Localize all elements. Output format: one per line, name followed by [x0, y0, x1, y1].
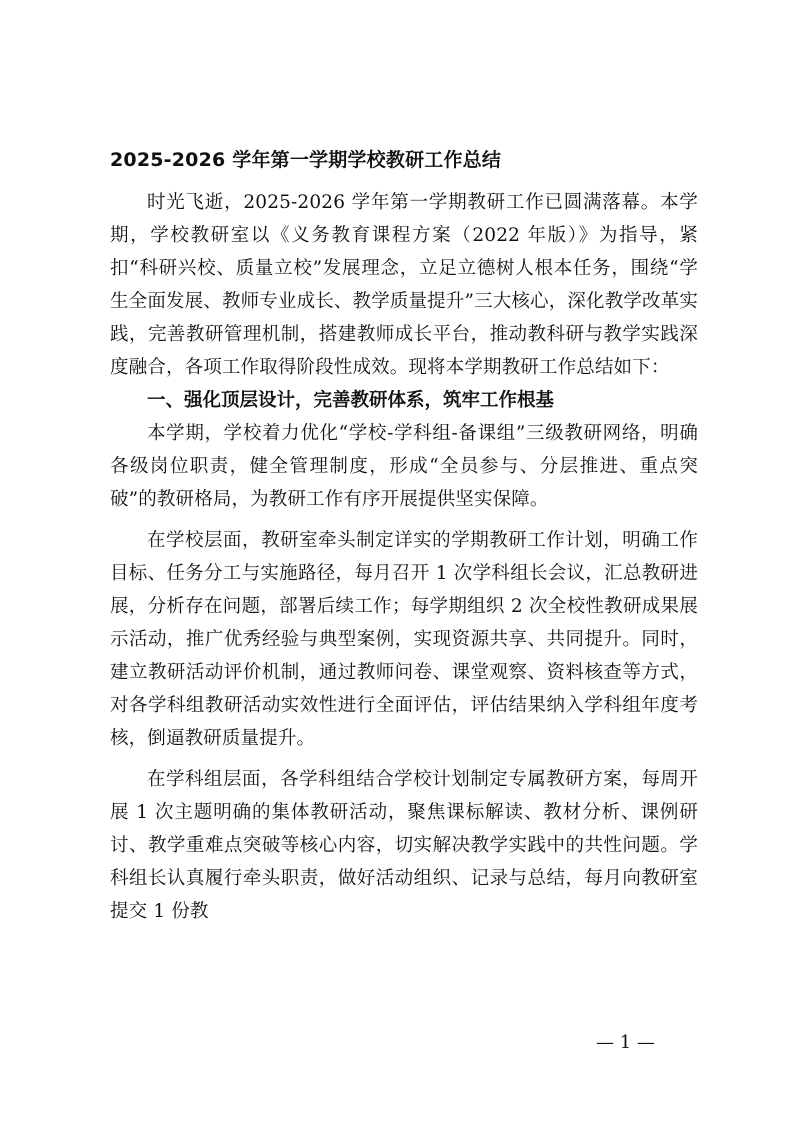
page-number: — 1 —	[596, 1032, 655, 1053]
section-1-paragraph-1: 本学期，学校着力优化“学校-学科组-备课组”三级教研网络，明确各级岗位职责，健全管理制度，形成“全员参与、分层推进、重点突破”的教研格局，为教研工作有序开展提供坚实保障。	[110, 423, 698, 510]
document-title: 2025-2026 学年第一学期学校教研工作总结	[110, 149, 502, 171]
section-heading-1: 一、强化顶层设计，完善教研体系，筑牢工作根基	[147, 390, 555, 411]
section-1-paragraph-2: 在学校层面，教研室牵头制定详实的学期教研工作计划，明确工作目标、任务分工与实施路径，每月召开 1 次学科组长会议，汇总教研进展，分析存在问题，部署后续工作；每学期组织 2 次全校性教研成果展示活动，推广优秀经验与典型案例，实现资源共享、共同提升。同时，建立教研活动评价机制，通过教师问卷、课堂观察、资料核查等方式，对各学科组教研活动实效性进行全面评估，评估结果纳入学科组年度考核，倒逼教研质量提升。	[110, 530, 698, 749]
section-1-paragraph-3: 在学科组层面，各学科组结合学校计划制定专属教研方案，每周开展 1 次主题明确的集体教研活动，聚焦课标解读、教材分析、课例研讨、教学重难点突破等核心内容，切实解决教学实践中的共性问题。学科组长认真履行牵头职责，做好活动组织、记录与总结，每月向教研室提交 1 份教	[110, 769, 698, 922]
paragraph-spacer	[110, 516, 698, 524]
intro-paragraph: 时光飞逝，2025-2026 学年第一学期教研工作已圆满落幕。本学期，学校教研室以《义务教育课程方案（2022 年版）》为指导，紧扣“科研兴校、质量立校”发展理念，立足立德树人根本任务，围绕“学生全面发展、教师专业成长、教学质量提升”三大核心，深化教学改革实践，完善教研管理机制，搭建教师成长平台，推动教科研与教学实践深度融合，各项工作取得阶段性成效。现将本学期教研工作总结如下：	[110, 192, 698, 378]
paragraph-spacer	[110, 755, 698, 763]
document-body	[110, 146, 698, 928]
